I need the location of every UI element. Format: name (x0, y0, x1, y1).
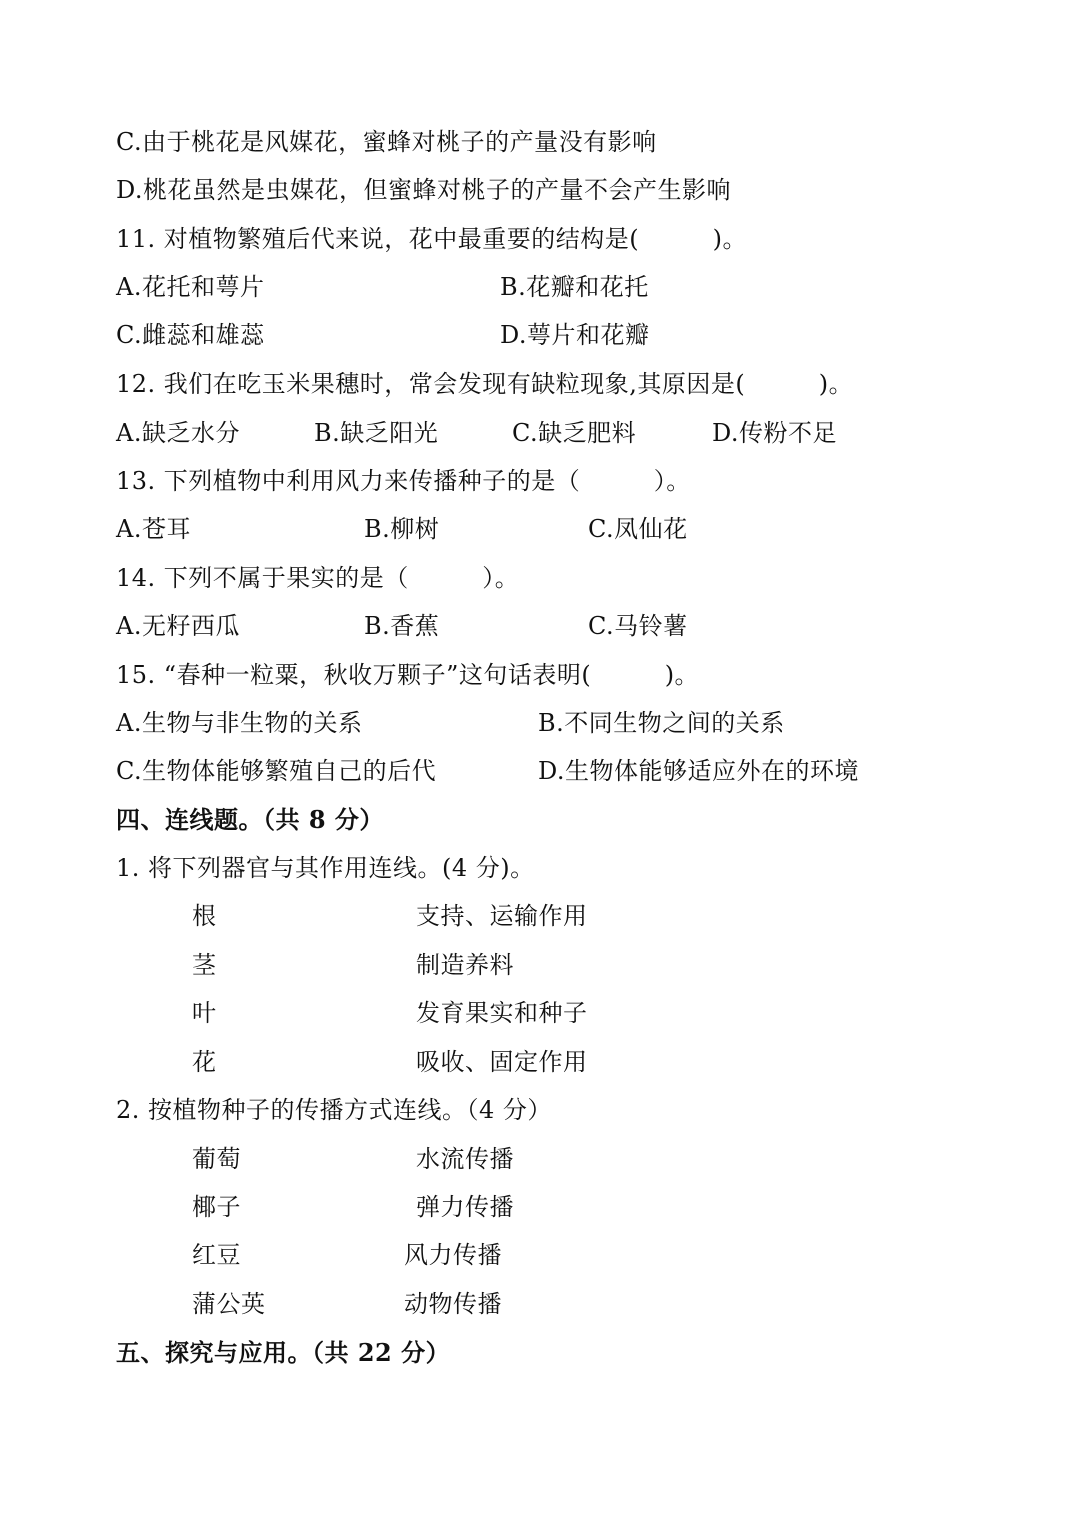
q14-option-c: C.马铃薯 (588, 612, 688, 640)
match-q1-left-item: 花 (192, 1048, 217, 1076)
q12-option-c: C.缺乏肥料 (512, 419, 637, 447)
q10-option-c: C.由于桃花是风媒花，蜜蜂对桃子的产量没有影响 (116, 128, 657, 156)
q11-option-c: C.雌蕊和雄蕊 (116, 321, 265, 349)
q13-option-a: A.苍耳 (116, 515, 191, 543)
match-q2-right-item: 风力传播 (404, 1241, 502, 1269)
match-q2-right-item: 动物传播 (404, 1290, 502, 1318)
q15-option-b: B.不同生物之间的关系 (538, 709, 785, 737)
q15-stem: 15. “春种一粒粟，秋收万颗子”这句话表明( )。 (116, 661, 700, 689)
q13-option-b: B.柳树 (364, 515, 440, 543)
match-q1-left-item: 茎 (192, 951, 217, 979)
section4-heading: 四、连线题。（共 8 分） (116, 805, 384, 834)
q14-stem: 14. 下列不属于果实的是（ ）。 (116, 564, 520, 592)
match-q1-right-item: 吸收、固定作用 (416, 1048, 588, 1076)
match-q1-right-item: 发育果实和种子 (416, 999, 588, 1027)
q15-option-a: A.生物与非生物的关系 (116, 709, 363, 737)
q15-option-c: C.生物体能够繁殖自己的后代 (116, 757, 437, 785)
q14-option-b: B.香蕉 (364, 612, 440, 640)
q12-option-a: A.缺乏水分 (116, 419, 240, 447)
q12-option-d: D.传粉不足 (712, 419, 838, 447)
q13-option-c: C.凤仙花 (588, 515, 688, 543)
match-q1-left-item: 叶 (192, 999, 217, 1027)
match-q2-stem: 2. 按植物种子的传播方式连线。（4 分） (116, 1096, 552, 1124)
q10-option-d: D.桃花虽然是虫媒花，但蜜蜂对桃子的产量不会产生影响 (116, 176, 732, 204)
match-q2-left-item: 椰子 (192, 1193, 241, 1221)
q11-stem: 11. 对植物繁殖后代来说，花中最重要的结构是( )。 (116, 225, 748, 253)
match-q2-right-item: 水流传播 (416, 1145, 514, 1173)
match-q2-left-item: 葡萄 (192, 1145, 241, 1173)
q13-stem: 13. 下列植物中利用风力来传播种子的是（ ）。 (116, 467, 691, 495)
match-q2-right-item: 弹力传播 (416, 1193, 514, 1221)
q12-stem: 12. 我们在吃玉米果穗时，常会发现有缺粒现象,其原因是( )。 (116, 370, 854, 398)
q12-option-b: B.缺乏阳光 (314, 419, 439, 447)
q11-option-a: A.花托和萼片 (116, 273, 265, 301)
match-q1-stem: 1. 将下列器官与其作用连线。(4 分)。 (116, 854, 535, 882)
q15-option-d: D.生物体能够适应外在的环境 (538, 757, 860, 785)
q11-option-d: D.萼片和花瓣 (500, 321, 650, 349)
match-q1-right-item: 支持、运输作用 (416, 902, 588, 930)
match-q2-left-item: 蒲公英 (192, 1290, 266, 1318)
section5-heading: 五、探究与应用。（共 22 分） (116, 1338, 451, 1367)
match-q1-right-item: 制造养料 (416, 951, 514, 979)
q14-option-a: A.无籽西瓜 (116, 612, 240, 640)
match-q1-left-item: 根 (192, 902, 217, 930)
q11-option-b: B.花瓣和花托 (500, 273, 649, 301)
match-q2-left-item: 红豆 (192, 1241, 241, 1269)
